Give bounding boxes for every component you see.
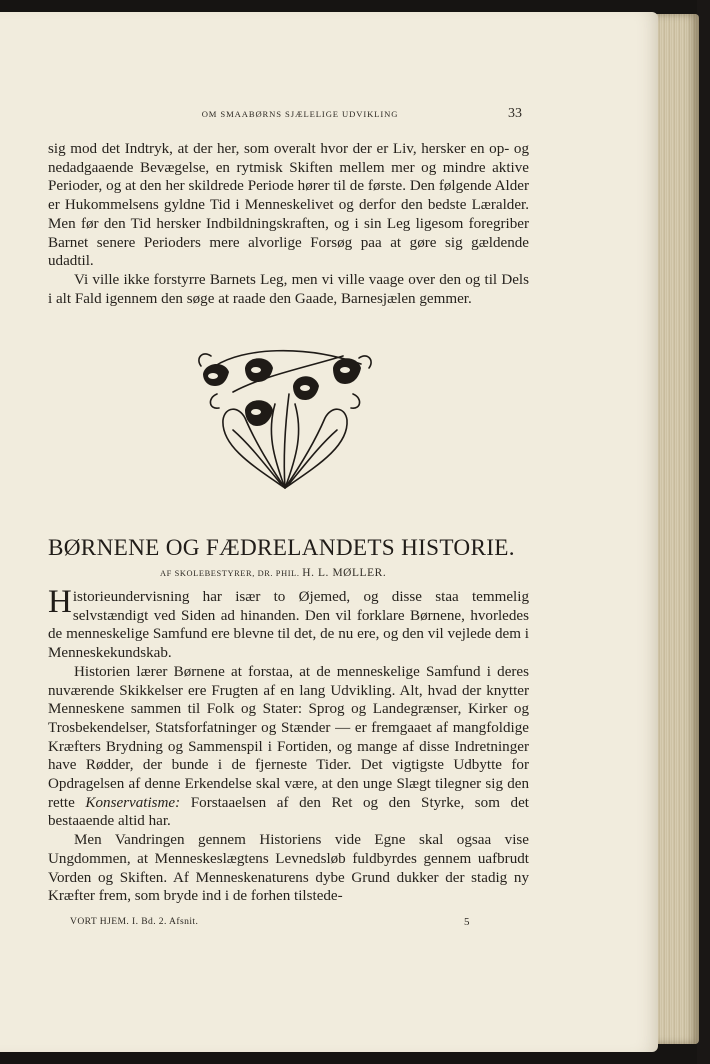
page-number: 33: [508, 106, 522, 121]
upper-paragraph-1: sig mod det Indtryk, at der her, som overalt hvor der er Liv, hersker en op- og nedadgaaende Bevægelse, en rytmisk Skiften mellem mer og mindre aktive Perioder, og at den her skildrede Periode hører til de første. Den følgende Alder er Hukommelsens gyldne Tid i Menneskelivet og derfor den bedste Læralder. Men før den Tid hersker Indbildningskraften, og i sin Leg ligesom foregriber Barnet senere Perioders mere alvorlige Forsøg paa at gøre sig gældende udadtil.: [48, 141, 529, 270]
byline: [160, 567, 450, 579]
article-title: BØRNENE OG FÆDRELANDETS HISTORIE.: [48, 535, 515, 561]
byline-prefix: AF SKOLEBESTYRER, DR. PHIL.: [160, 569, 300, 578]
footer-signature-line: VORT HJEM. I. Bd. 2. Afsnit.: [70, 916, 199, 927]
drop-cap: H: [48, 584, 72, 620]
article-paragraph-2-end: Forstaaelsen af den Ret og den Styrke, som det bestaaende altid har.: [48, 794, 529, 830]
article-paragraph-2: [48, 663, 529, 831]
article-paragraph-1: [48, 584, 529, 663]
book-page: [0, 12, 658, 1052]
article-paragraph-3: Men Vandringen gennem Historiens vide Egne skal ogsaa vise Ungdommen, at Menneskeslægtens Levnedsløb fuldbyrdes gennem uafbrudt Vorden og Skiften. Af Menneskenaturens dybe Grund dukker der stadig ny Kræfter frem, som bryde ind i de forhen tilstede-: [48, 832, 529, 905]
lily-of-the-valley-ornament-icon: [193, 346, 377, 492]
italic-term: Konservatisme:: [85, 794, 181, 811]
article-paragraph-2-text: Historien lærer Børnene at forstaa, at de menneskelige Samfund i deres nuværende Skikkelser ere Frugten af en lang Udvikling. Alt, hvad der knytter Menneskene sammen til Folk og Stater: Sprog og Landegrænser, Kirker og Trosbekendelser, Statsforfatninger og Stænder — er fremgaaet af mangfoldige Kræfters Brydning og Sammenspil i Fortiden, og mange af disse Indretninger have Rødder, der bunde i de fjerneste Tider. Det vigtigste Udbytte for Opdragelsen af denne Erkendelse skal være, at den unge Slægt tilegner sig den rette: [48, 663, 529, 811]
printer-signature: 5: [464, 916, 470, 928]
page-edges: [655, 14, 699, 1044]
upper-paragraph-2: Vi ville ikke forstyrre Barnets Leg, men vi ville vaage over den og til Dels i alt Fald igennem den søge at raade den Gaade, Barnesjælen gemmer.: [48, 271, 529, 307]
byline-name: H. L. MØLLER.: [302, 567, 387, 579]
article-body: [48, 584, 529, 906]
article-paragraph-1-text: istorieundervisning har især to Øjemed, og disse staa temmelig selvstændigt ved Siden ad hinanden. Den vil forklare Børnene, hvorledes de menneskelige Samfund ere blevne til det, de nu ere, og den vil vejlede dem i Menneskekundskab.: [48, 589, 529, 662]
running-head: OM SMAABØRNS SJÆLELIGE UDVIKLING: [201, 109, 399, 119]
upper-text: [48, 140, 529, 308]
